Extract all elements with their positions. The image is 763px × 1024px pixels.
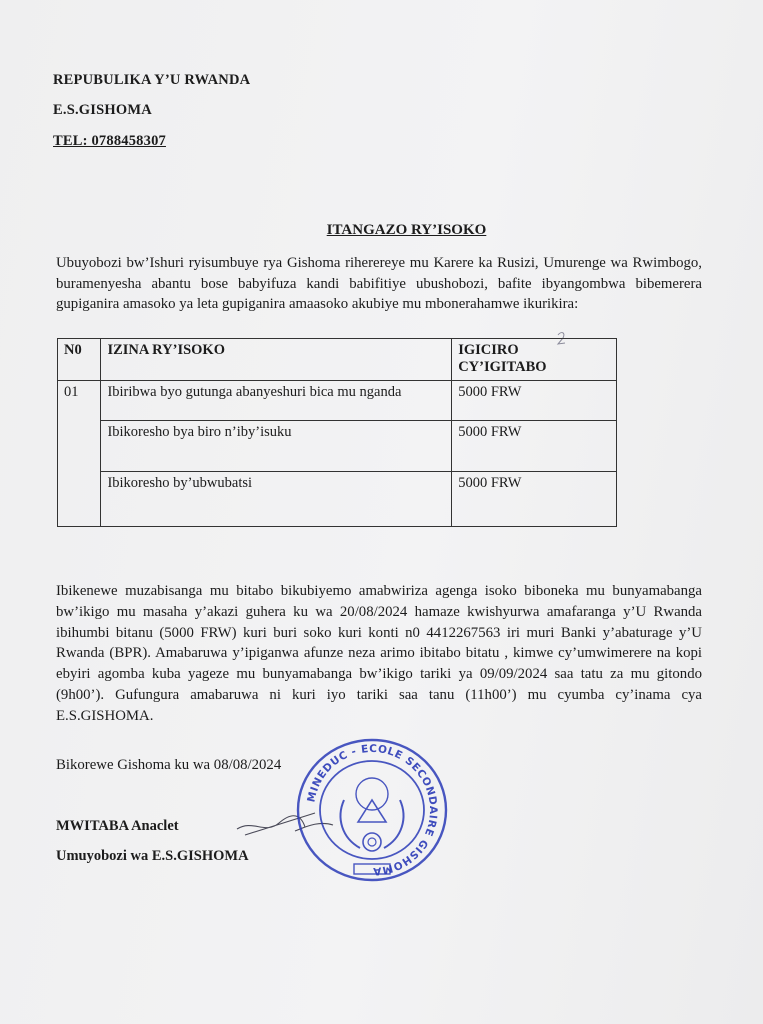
date-line: Bikorewe Gishoma ku wa 08/08/2024	[56, 757, 282, 773]
stamp-ring-text: MINEDUC - ECOLE SECONDAIRE GISHOMA	[305, 742, 440, 878]
table-row	[58, 421, 617, 472]
row-price: 5000 FRW	[452, 472, 617, 527]
row-price: 5000 FRW	[452, 381, 617, 421]
row-tender-name: Ibikoresho by’ubwubatsi	[101, 472, 452, 527]
document-title-text: ITANGAZO RY’ISOKO	[326, 222, 487, 238]
signatory-role: Umuyobozi wa E.S.GISHOMA	[56, 848, 249, 864]
details-paragraph: Ibikenewe muzabisanga mu bitabo bikubiyemo amabwiriza agenga isoko biboneka mu bunyamabanga bw’ikigo mu masaha y’akazi guhera ku wa 20/08/2024 hamaze kwishyurwa amafaranga y’U Rwanda ibihumbi bitanu (5000 FRW) kuri buri soko kuri konti n0 4412267563 iri muri Banki y’abaturage y’U Rwanda (BPR). Amabaruwa y’ipiganwa afunze neza arimo ibitabo bitatu , kimwe cy’umwimerere na kopi ebyiri agomba kuba yageze mu bunyamabanga bw’ikigo tariki ya 09/09/2024 saa tatu za mu gitondo (9h00’). Gufungura amabaruwa ni kuri iyo tariki saa tanu (11h00’) mu cyumba cy’inama cya E.S.GISHOMA.	[56, 583, 702, 724]
row-price: 5000 FRW	[452, 421, 617, 472]
row-tender-name: Ibiribwa byo gutunga abanyeshuri bica mu nganda	[101, 381, 452, 421]
row-number	[58, 421, 101, 472]
header-telephone: TEL: 0788458307	[53, 133, 166, 149]
row-number: 01	[58, 381, 101, 421]
row-number	[58, 472, 101, 527]
signatory-name: MWITABA Anaclet	[56, 818, 179, 834]
table-row	[58, 472, 617, 527]
header-number: N0	[58, 339, 101, 381]
header-tender-name: IZINA RY’ISOKO	[101, 339, 452, 381]
header-school: E.S.GISHOMA	[53, 102, 152, 118]
school-stamp	[292, 730, 452, 890]
table-row	[58, 381, 617, 421]
row-tender-name: Ibikoresho bya biro n’iby’isuku	[101, 421, 452, 472]
tender-table	[57, 338, 617, 527]
table-header-row	[58, 339, 617, 381]
header-country: REPUBULIKA Y’U RWANDA	[53, 72, 251, 88]
intro-paragraph: Ubuyobozi bw’Ishuri ryisumbuye rya Gishoma riherereye mu Karere ka Rusizi, Umurenge wa Rwimbogo, buramenyesha abantu bose babyifuza kandi babifitiye ubushobozi, bafite ibyangombwa bibemerera gupiganira amasoko ya leta gupiganira amaasoko akubiye mu mbonerahamwe ikurikira:	[56, 255, 702, 312]
header-price: IGICIRO CY’IGITABO	[452, 339, 617, 381]
document-title	[0, 222, 763, 239]
